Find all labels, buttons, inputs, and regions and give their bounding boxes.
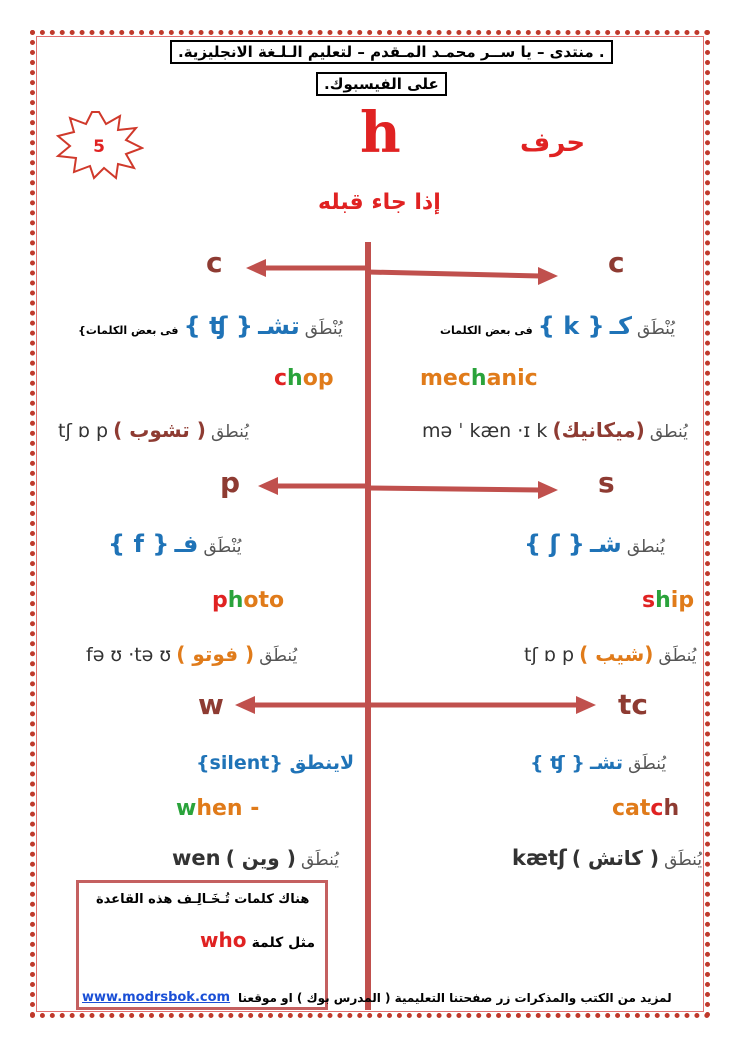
left-symbol-3: {silent}: [196, 752, 283, 774]
right-symbol-2: { ʃ }: [524, 530, 585, 558]
left-pron-label-3: لاينطق: [289, 752, 355, 774]
left-word-1: [274, 366, 334, 391]
facebook-label: على الفيسبوك.: [324, 75, 439, 93]
right-arabic-sound-2: شـ: [589, 530, 622, 558]
word-part: h: [227, 588, 244, 613]
right-letter-2: s: [598, 466, 615, 499]
right-note-1: فى بعض الكلمات: [440, 324, 533, 337]
left-ipa-arabic-3: ( وين ): [225, 846, 296, 870]
title-word: حرف: [520, 128, 586, 158]
right-ipa-label-2: يُنطَق: [658, 646, 697, 666]
right-ipa-1: [422, 418, 688, 442]
left-symbol-2: { f }: [108, 530, 170, 558]
left-arabic-sound-2: فـ: [174, 530, 199, 558]
word-part: h: [287, 366, 303, 391]
left-word-3: [176, 796, 259, 821]
right-symbol-3: { ʧ }: [530, 752, 585, 774]
word-part: w: [176, 796, 197, 821]
left-ipa-text-3: wen: [172, 846, 221, 870]
right-pron-label-3: يُنطَق: [628, 754, 667, 774]
left-letter-2: p: [220, 466, 241, 499]
note-line-2-word: who: [200, 928, 247, 952]
left-ipa-1: [58, 418, 249, 442]
left-ipa-label-2: يُنطَق: [259, 646, 298, 666]
right-ipa-text-2: tʃ ɒ p: [524, 644, 575, 666]
arrow-left-1: [246, 259, 368, 277]
right-ipa-label-3: يُنطَق: [664, 850, 703, 870]
word-part: anic: [486, 366, 538, 391]
badge-number: 5: [93, 137, 105, 157]
right-pron-1: [440, 312, 675, 340]
right-pron-3: [530, 752, 666, 774]
right-pron-label-2: يُنطق: [626, 537, 665, 557]
left-pron-3: [196, 752, 354, 774]
right-ipa-arabic-3: ( كاتش ): [571, 846, 659, 870]
right-ipa-arabic-2: ( شيب): [579, 642, 654, 666]
word-part: hen: [196, 796, 243, 821]
word-part: p: [212, 588, 228, 613]
right-ipa-arabic-1: (ميكانيك): [552, 418, 645, 442]
word-part: mec: [420, 366, 471, 391]
right-arabic-sound-1: كـ: [609, 312, 632, 340]
right-letter-1: c: [608, 246, 625, 279]
left-ipa-arabic-2: ( فوتو ): [176, 642, 255, 666]
note-line-2: [200, 928, 315, 952]
subtitle: إذا جاء قبله: [318, 190, 441, 215]
word-part: oto: [243, 588, 285, 613]
right-ipa-text-3: kætʃ: [512, 846, 567, 870]
left-ipa-label-1: يُنطق: [210, 422, 249, 442]
right-ipa-text-1: mə ˈ kæn ·ɪ k: [422, 420, 548, 442]
right-pron-label-1: يُنْطَق: [637, 319, 675, 339]
footer-text: لمزيد من الكتب والمذكرات زر صفحتنا التعليمية ( المدرس بوك ) او موقعنا: [238, 991, 672, 1005]
arrow-left-2: [258, 477, 368, 495]
word-part: ip: [670, 588, 695, 613]
note-line-2-prefix: مثل كلمة: [251, 935, 316, 951]
left-letter-1: c: [206, 246, 223, 279]
left-ipa-text-1: tʃ ɒ p: [58, 420, 109, 442]
right-word-3: [612, 796, 679, 821]
word-part: h: [655, 588, 671, 613]
right-pron-2: [524, 530, 665, 558]
word-part: h: [663, 796, 680, 821]
left-pron-label-1: يُنْطَق: [304, 319, 343, 339]
left-pron-1: [78, 312, 343, 340]
right-symbol-1: { k }: [537, 312, 605, 340]
left-arabic-sound-1: تشـ: [258, 312, 300, 340]
word-part: c: [650, 796, 664, 821]
left-letter-3: w: [198, 688, 224, 721]
word-part: op: [302, 366, 334, 391]
right-arabic-sound-3: تشـ: [590, 752, 623, 774]
arrow-right-1: [368, 267, 558, 285]
word-part: h: [470, 366, 487, 391]
left-ipa-arabic-1: ( تشوب ): [113, 418, 206, 442]
arrow-left-3: [235, 696, 368, 714]
word-part: c: [274, 366, 288, 391]
left-note-1: فى بعض الكلمات}: [78, 324, 179, 337]
forum-title: . منتدى – يا ســر محمـد المـقدم – لتعليم الـلـغة الانجليزية.: [178, 43, 605, 61]
left-pron-label-2: يُنْطَق: [203, 537, 242, 557]
right-ipa-2: [524, 642, 696, 666]
left-ipa-label-3: يُنطَق: [300, 850, 339, 870]
word-part: cat: [612, 796, 651, 821]
right-word-1: [420, 366, 538, 391]
arrow-right-3: [368, 696, 596, 714]
right-word-2: [642, 588, 694, 613]
left-pron-2: [108, 530, 241, 558]
footer-link[interactable]: www.modrsbok.com: [82, 990, 231, 1005]
left-ipa-2: [86, 642, 297, 666]
right-ipa-3: [512, 846, 702, 870]
left-symbol-1: { ʧ }: [183, 312, 253, 340]
left-word-2: [212, 588, 284, 613]
left-ipa-text-2: fə ʊ ·tə ʊ: [86, 644, 172, 666]
note-line-1: هناك كلمات تُـخَـالِـف هذه القاعدة: [96, 892, 310, 907]
word-part: -: [242, 796, 260, 821]
arrow-right-2: [368, 481, 558, 499]
title-letter: h: [360, 100, 401, 166]
right-letter-3: tc: [618, 688, 648, 721]
word-part: s: [642, 588, 656, 613]
right-ipa-label-1: يُنطق: [649, 422, 688, 442]
left-ipa-3: [172, 846, 339, 870]
